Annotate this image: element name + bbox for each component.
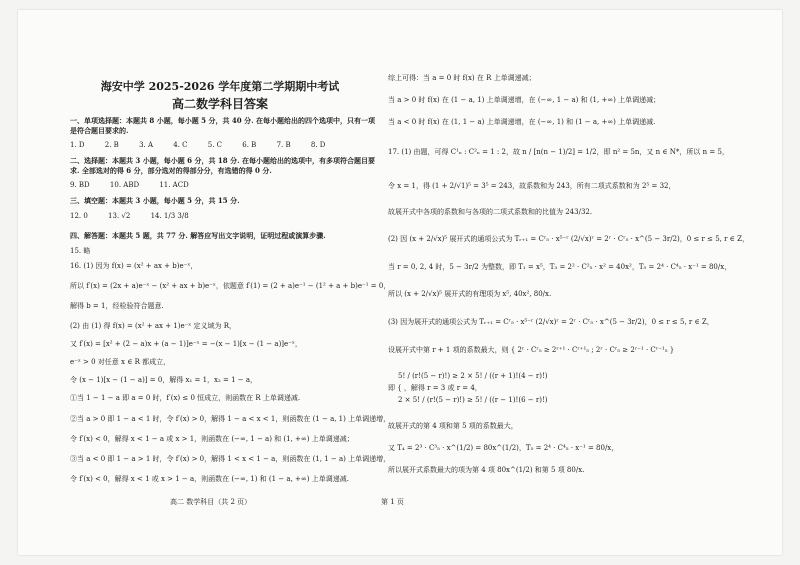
q17-part3-line-1: (3) 因为展开式的通项公式为 Tᵣ₊₁ = Cʳ₅ · x⁵⁻ʳ (2/√x)ʳ = 2ʳ · Cʳ₅ · x^(5 − 3r/2)，0 ≤ r ≤ 5, r ∈ Z， bbox=[388, 318, 714, 326]
section3-heading: 三、填空题：本题共 3 小题，每小题 5 分，共 15 分. bbox=[70, 196, 240, 205]
answer-3: 3. A bbox=[139, 141, 154, 149]
q17-inequality-bottom: 2 × 5! / (r!(5 − r)!) ≥ 5! / ((r − 1)!(6 − r)!) bbox=[398, 396, 548, 404]
q17-part2-line-2: 当 r = 0, 2, 4 时，5 − 3r/2 为整数，即 T₁ = x⁵，T₃ = 2² · C²₅ · x² = 40x²，T₅ = 2⁴ · C⁴₅ · x⁻¹ = 80/x， bbox=[388, 263, 732, 271]
answer-14: 14. 1/3 3/8 bbox=[150, 212, 189, 220]
section1-heading-cont: 是符合题目要求的. bbox=[70, 126, 129, 135]
q17-part1-line-1: 17. (1) 由题，可得 C¹ₙ : C²ₙ = 1 : 2，故 n / [n(n − 1)/2] = 1/2，即 n² = 5n，又 n ∈ N*，所以 n = 5， bbox=[388, 148, 729, 156]
q16-conclusion-2: 当 a > 0 时 f(x) 在 (1 − a, 1) 上单调递增，在 (−∞, 1 − a) 和 (1, +∞) 上单调递减； bbox=[388, 96, 661, 104]
q16-line-4: (2) 由 (1) 得 f(x) = (x² + ax + 1)e⁻ˣ 定义域为 R， bbox=[70, 322, 236, 330]
q17-part3-line-4: 又 T₄ = 2³ · C³₅ · x^(1/2) = 80x^(1/2)，T₅ = 2⁴ · C⁴₅ · x⁻¹ = 80/x， bbox=[388, 444, 619, 452]
answer-5: 5. C bbox=[207, 141, 223, 149]
q16-line-12: 令 f′(x) < 0，解得 x < 1 或 x > 1 − a，则函数在 (−∞, 1) 和 (1 − a, +∞) 上单调递减. bbox=[70, 475, 349, 483]
section1-answers bbox=[70, 141, 343, 149]
answer-1: 1. D bbox=[70, 141, 85, 149]
q17-part3-line-5: 所以展开式系数最大的项为第 4 项 80x^(1/2) 和第 5 项 80/x. bbox=[388, 466, 585, 474]
answer-10: 10. ABD bbox=[109, 181, 140, 189]
q16-conclusion-1: 综上可得：当 a = 0 时 f(x) 在 R 上单调递减； bbox=[388, 74, 536, 82]
q16-line-2: 所以 f′(x) = (2x + a)e⁻ˣ − (x² + ax + b)e⁻ˣ，依题意 f′(1) = (2 + a)e⁻¹ − (1² + a + b)e⁻¹ = 0， bbox=[70, 282, 391, 290]
q17-part3-line-3: 故展开式的第 4 项和第 5 项的系数最大， bbox=[388, 422, 518, 430]
answer-7: 7. B bbox=[276, 141, 291, 149]
q17-part1-line-3: 故展开式中各项的系数和与各项的二项式系数和的比值为 243/32. bbox=[388, 208, 593, 216]
q17-inequality-brace: 即 { ，解得 r = 3 或 r = 4， bbox=[388, 384, 482, 392]
q16-line-7: 令 (x − 1)[x − (1 − a)] = 0，解得 x₁ = 1，x₂ = 1 − a， bbox=[70, 376, 258, 384]
answer-sheet-page bbox=[18, 10, 782, 555]
q15-answer: 15. 略 bbox=[70, 247, 91, 255]
q17-part2-line-1: (2) 因 (x + 2/√x)⁵ 展开式的通项公式为 Tᵣ₊₁ = Cʳ₅ · x⁵⁻ʳ (2/√x)ʳ = 2ʳ · Cʳ₅ · x^(5 − 3r/2)，0 ≤ r ≤ 5, r ∈ Z， bbox=[388, 235, 749, 243]
q16-line-8: ①当 1 − 1 − a 即 a = 0 时，f′(x) ≤ 0 恒成立，则函数在 R 上单调递减. bbox=[70, 394, 301, 402]
answer-9: 9. BD bbox=[70, 181, 90, 189]
section1-heading: 一、单项选择题：本题共 8 小题，每小题 5 分，共 40 分. 在每小题给出的四个选项中，只有一项 bbox=[70, 116, 375, 125]
footer-subject: 高二 数学科目（共 2 页） bbox=[170, 498, 252, 506]
answer-13: 13. √2 bbox=[108, 212, 131, 220]
q17-inequality-top: 5! / (r!(5 − r)!) ≥ 2 × 5! / ((r + 1)!(4 − r)!) bbox=[398, 372, 548, 380]
answer-6: 6. B bbox=[242, 141, 257, 149]
section2-answers bbox=[70, 181, 207, 189]
school-exam-title: 海安中学 2025-2026 学年度第二学期期中考试 bbox=[100, 80, 340, 93]
answer-12: 12. 0 bbox=[70, 212, 88, 220]
q17-part1-line-2: 令 x = 1，得 (1 + 2/√1)⁵ = 3⁵ = 243，故系数和为 243，所有二项式系数和为 2⁵ = 32， bbox=[388, 182, 676, 190]
q16-line-6: e⁻ˣ > 0 对任意 x ∈ R 都成立， bbox=[70, 358, 171, 366]
q17-part3-line-2: 设展开式中第 r + 1 项的系数最大，则 { 2ʳ · Cʳ₅ ≥ 2ʳ⁺¹ · Cʳ⁺¹₅ ; 2ʳ · Cʳ₅ ≥ 2ʳ⁻¹ · Cʳ⁻¹₅ } bbox=[388, 346, 675, 354]
q16-line-11: ③当 a < 0 即 1 − a > 1 时，令 f′(x) > 0，解得 1 < x < 1 − a，则函数在 (1, 1 − a) 上单调递增， bbox=[70, 455, 391, 463]
section2-heading-cont: 求. 全部选对的得 6 分，部分选对的得部分分，有选错的得 0 分. bbox=[70, 166, 272, 175]
section3-answers bbox=[70, 212, 207, 220]
section4-heading: 四、解答题：本题共 5 题，共 77 分. 解答应写出文字说明，证明过程或演算步骤. bbox=[70, 231, 326, 240]
answer-2: 2. B bbox=[104, 141, 119, 149]
answer-8: 8. D bbox=[310, 141, 326, 149]
answer-4: 4. C bbox=[173, 141, 188, 149]
q16-conclusion-3: 当 a < 0 时 f(x) 在 (1, 1 − a) 上单调递增，在 (−∞, 1) 和 (1 − a, +∞) 上单调递减. bbox=[388, 118, 656, 126]
subject-answer-title: 高二数学科目答案 bbox=[171, 97, 268, 111]
q16-line-9: ②当 a > 0 即 1 − a < 1 时，令 f′(x) > 0，解得 1 − a < x < 1，则函数在 (1 − a, 1) 上单调递增， bbox=[70, 415, 391, 423]
q16-line-10: 令 f′(x) < 0，解得 x < 1 − a 或 x > 1，则函数在 (−∞, 1 − a) 和 (1, +∞) 上单调递减； bbox=[70, 435, 354, 443]
section2-heading: 二、选择题：本题共 3 小题，每小题 6 分，共 18 分. 在每小题给出的选项中，有多项符合题目要 bbox=[70, 156, 375, 165]
footer-page-number: 第 1 页 bbox=[381, 498, 404, 506]
answer-11: 11. ACD bbox=[159, 181, 189, 189]
q17-part2-line-3: 所以 (x + 2/√x)⁵ 展开式的有理项为 x⁵, 40x², 80/x. bbox=[388, 290, 552, 298]
q16-line-5: 又 f′(x) = [x² + (2 − a)x + (a − 1)]e⁻ˣ = −(x − 1)[x − (1 − a)]e⁻ˣ， bbox=[70, 340, 302, 348]
q16-line-1: 16. (1) 因为 f(x) = (x² + ax + b)e⁻ˣ， bbox=[70, 262, 198, 270]
q16-line-3: 解得 b = 1，经检验符合题意. bbox=[70, 302, 164, 310]
